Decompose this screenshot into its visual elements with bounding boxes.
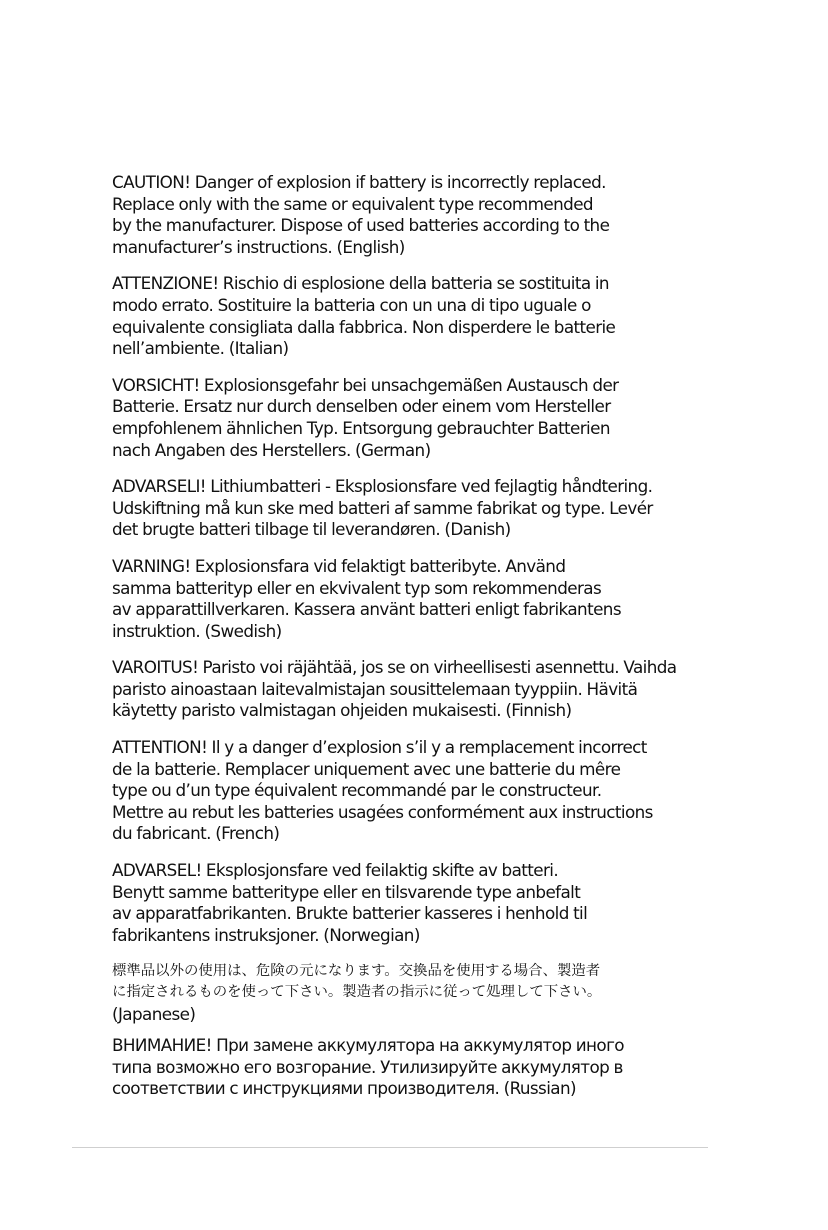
warning-line: nach Angaben des Herstellers. (German) [112, 439, 431, 460]
warning-russian [112, 1035, 716, 1100]
warning-line: Benytt samme batteritype eller en tilsvarende type anbefalt [112, 881, 581, 902]
warning-line: Replace only with the same or equivalent type recommended [112, 193, 593, 214]
warning-german [112, 375, 716, 461]
warning-line: 標準品以外の使用は、危険の元になります。交換品を使用する場合、製造者 [112, 963, 601, 980]
warning-swedish [112, 556, 716, 642]
warning-italian [112, 273, 716, 359]
warning-japanese [112, 961, 716, 1003]
warning-line: modo errato. Sostituire la batteria con un una di tipo uguale o [112, 294, 591, 315]
warning-danish [112, 476, 716, 541]
warning-finnish [112, 657, 716, 722]
warning-line: Udskiftning må kun ske med batteri af samme fabrikat og type. Levér [112, 497, 653, 518]
warning-line: VORSICHT! Explosionsgefahr bei unsachgemäßen Austausch der [112, 374, 619, 395]
warning-line: av apparattillverkaren. Kassera använt batteri enligt fabrikantens [112, 599, 621, 620]
battery-warnings [112, 172, 716, 1100]
warning-english [112, 172, 716, 258]
warning-norwegian [112, 860, 716, 946]
warning-line: by the manufacturer. Dispose of used batteries according to the [112, 215, 610, 236]
warning-french [112, 737, 716, 845]
warning-line: fabrikantens instruksjoner. (Norwegian) [112, 924, 420, 945]
warning-line: CAUTION! Danger of explosion if battery is incorrectly replaced. [112, 172, 606, 192]
warning-line: det brugte batteri tilbage til leverandøren. (Danish) [112, 519, 511, 540]
warning-line: ATTENZIONE! Rischio di esplosione della batteria se sostituita in [112, 273, 609, 294]
warning-line: Mettre au rebut les batteries usagées conformément aux instructions [112, 801, 653, 822]
warning-line: соответствии с инструкциями производителя. (Russian) [112, 1078, 576, 1099]
warning-line: du fabricant. (French) [112, 823, 280, 844]
warning-line: de la batterie. Remplacer uniquement avec une batterie du mêre [112, 758, 621, 779]
warning-line: ВНИМАНИЕ! При замене аккумулятора на аккумулятор иного [112, 1035, 624, 1055]
warning-line: типа возможно его возгорание. Утилизируйте аккумулятор в [112, 1056, 623, 1077]
warning-line: samma batterityp eller en ekvivalent typ som rekommenderas [112, 577, 602, 598]
warning-line: instruktion. (Swedish) [112, 620, 282, 641]
language-label: (Japanese) [112, 1004, 196, 1025]
warning-japanese-language-label [112, 1004, 716, 1026]
warning-line: VAROITUS! Paristo voi räjähtää, jos se on virheellisesti asennettu. Vaihda [112, 657, 677, 678]
warning-line: ADVARSELI! Lithiumbatteri - Eksplosionsfare ved fejlagtig håndtering. [112, 476, 653, 497]
footer-divider [72, 1147, 708, 1148]
warning-line: equivalente consigliata dalla fabbrica. Non disperdere le batterie [112, 316, 616, 337]
warning-line: ADVARSEL! Eksplosjonsfare ved feilaktig skifte av batteri. [112, 860, 559, 881]
warning-line: VARNING! Explosionsfara vid felaktigt batteribyte. Använd [112, 555, 566, 576]
warning-line: ATTENTION! Il y a danger d’explosion s’il y a remplacement incorrect [112, 737, 647, 758]
warning-line: käytetty paristo valmistagan ohjeiden mukaisesti. (Finnish) [112, 700, 572, 721]
warning-line: paristo ainoastaan laitevalmistajan sousittelemaan tyyppiin. Hävitä [112, 678, 638, 699]
warning-line: nell’ambiente. (Italian) [112, 338, 289, 359]
warning-line: empfohlenem ähnlichen Typ. Entsorgung gebrauchter Batterien [112, 417, 610, 438]
warning-line: Batterie. Ersatz nur durch denselben oder einem vom Hersteller [112, 396, 611, 417]
warning-line: av apparatfabrikanten. Brukte batterier kasseres i henhold til [112, 903, 588, 924]
warning-line: manufacturer’s instructions. (English) [112, 236, 405, 257]
warning-line: type ou d’un type équivalent recommandé par le constructeur. [112, 780, 602, 801]
warning-line: に指定されるものを使って下さい。製造者の指示に従って処理して下さい。 [112, 984, 602, 1001]
